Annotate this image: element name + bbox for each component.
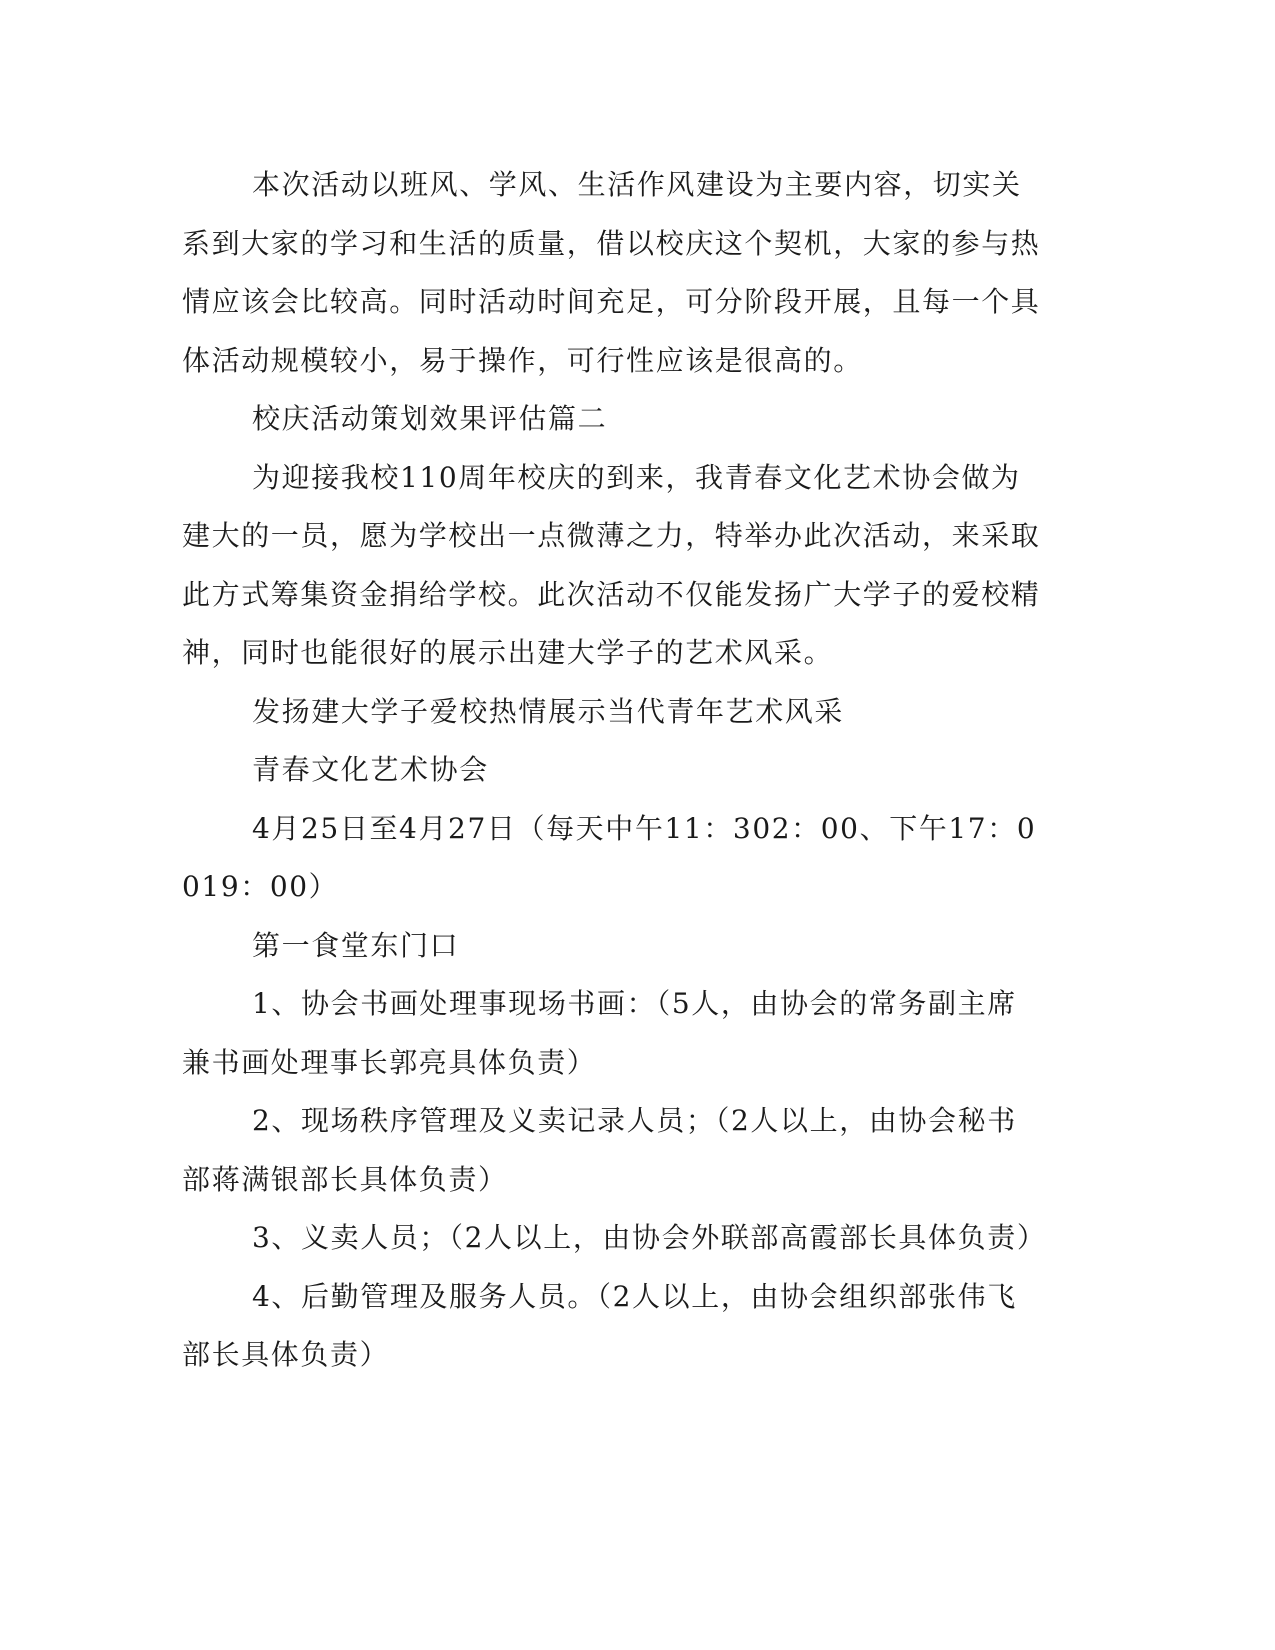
- activity-time: 4月25日至4月27日（每天中午11：302：00、下午17：0019：00）: [182, 811, 1037, 903]
- organizer-name: 青春文化艺术协会: [252, 753, 489, 786]
- staff-item-2: 2、现场秩序管理及义卖记录人员；（2人以上，由协会秘书部蒋满银部长具体负责）: [182, 1104, 1017, 1196]
- staff-item-4: 4、后勤管理及服务人员。（2人以上，由协会组织部张伟飞部长具体负责）: [182, 1279, 1017, 1371]
- paragraph-activity-feasibility: 本次活动以班风、学风、生活作风建设为主要内容，切实关系到大家的学习和生活的质量，借以校庆这个契机，大家的参与热情应该会比较高。同时活动时间充足，可分阶段开展，且每一个具体活动规模较小，易于操作，可行性应该是很高的。: [182, 168, 1041, 377]
- staff-item-1: 1、协会书画处理事现场书画：（5人，由协会的常务副主席兼书画处理事长郭亮具体负责）: [182, 987, 1017, 1079]
- document-body: [182, 156, 1047, 1385]
- section-heading-part-two: 校庆活动策划效果评估篇二: [252, 402, 608, 435]
- staff-item-3: 3、义卖人员；（2人以上，由协会外联部高霞部长具体负责）: [252, 1221, 1047, 1254]
- activity-location: 第一食堂东门口: [252, 928, 460, 962]
- paragraph-anniversary-intro: 为迎接我校110周年校庆的到来，我青春文化艺术协会做为建大的一员，愿为学校出一点微薄之力，特举办此次活动，来采取此方式筹集资金捐给学校。此次活动不仅能发扬广大学子的爱校精神，同时也能很好的展示出建大学子的艺术风采。: [182, 460, 1041, 669]
- activity-theme: 发扬建大学子爱校热情展示当代青年艺术风采: [252, 694, 845, 728]
